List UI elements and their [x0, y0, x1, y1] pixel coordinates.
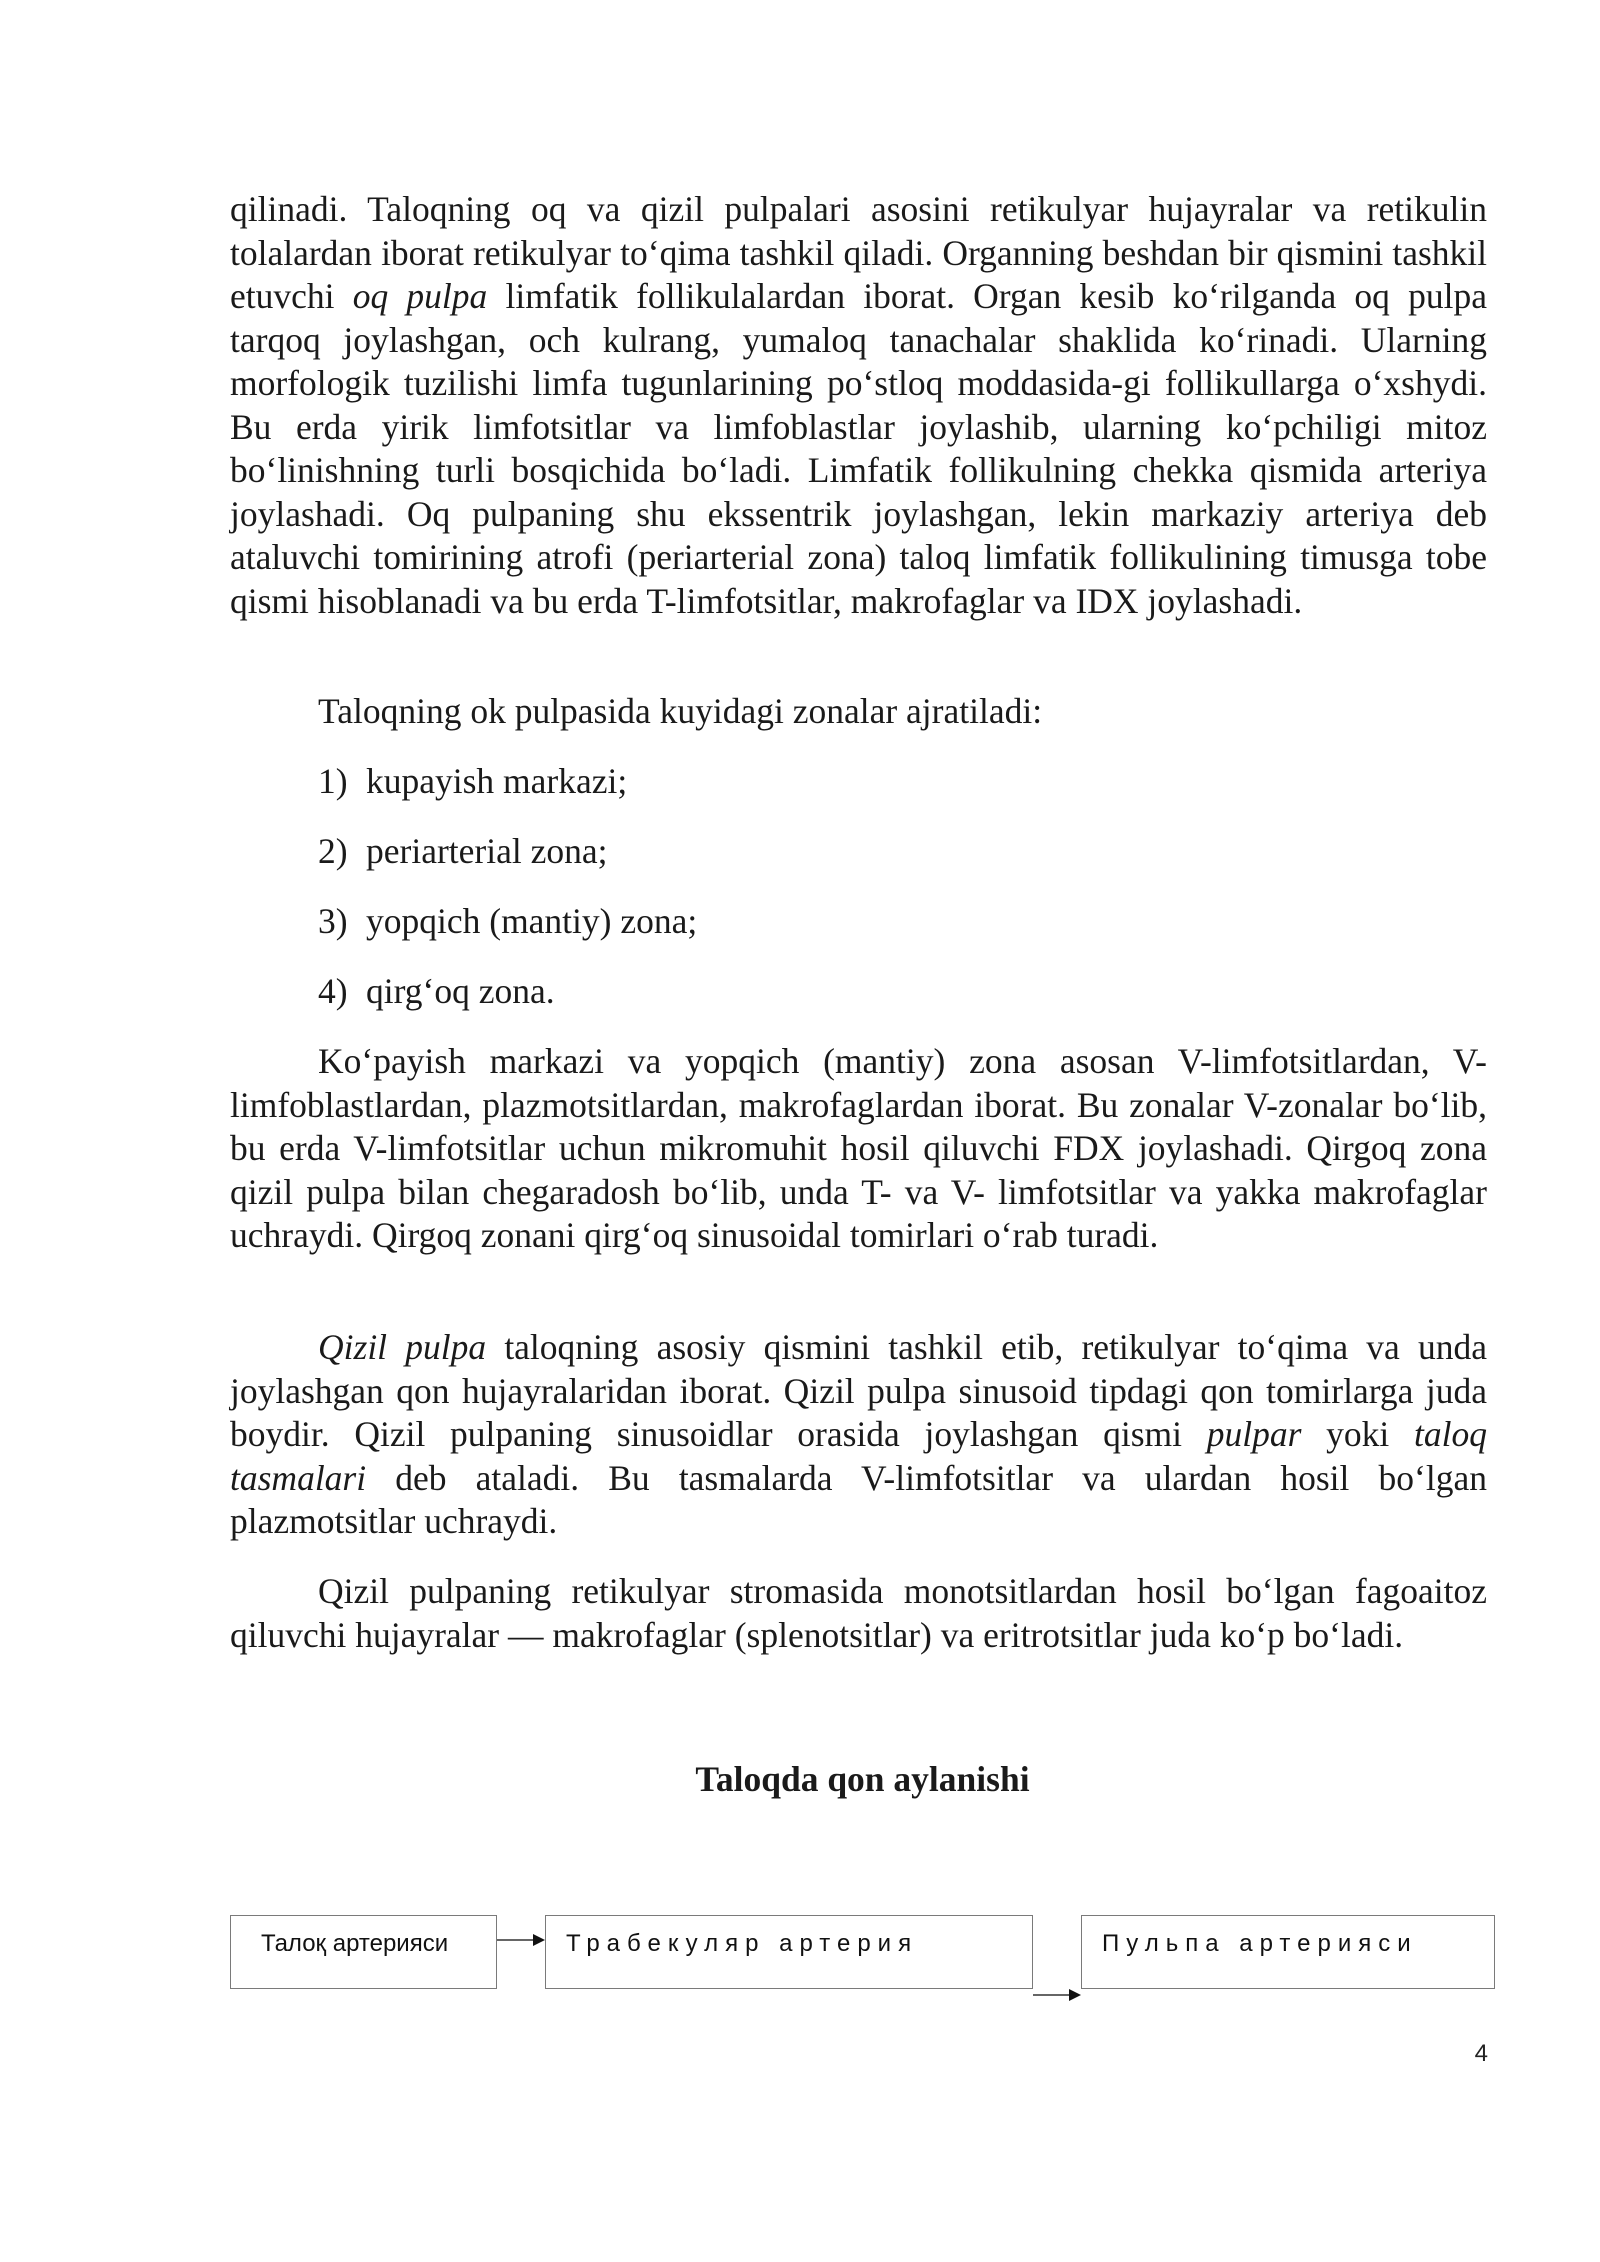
paragraph-2: Ko‘payish markazi va yopqich (mantiy) zona asosan V-limfotsitlardan, V-limfoblastlardan, plazmotsitlardan, makrofaglardan iborat. Bu zonalar V-zonalar bo‘lib, bu erda V-limfotsitlar uchun mikromuhit hosil qiluvchi FDX joylashadi. Qirgoq zona qizil pulpa bilan chegaradosh bo‘lib, unda T- va V- limfotsitlar va yakka makrofaglar uchraydi. Qirgoq zonani qirg‘oq sinusoidal tomirlari o‘rab turadi. [230, 1041, 1487, 1255]
list-text: kupayish markazi; [366, 761, 628, 801]
list-number: 1) [318, 761, 348, 801]
section-heading: Taloqda qon aylanishi [695, 1759, 1030, 1799]
flow-arrow-1 [497, 1930, 547, 1950]
list-text: yopqich (mantiy) zona; [366, 901, 698, 941]
flow-box-label: Талоқ артерияси [261, 1930, 449, 1957]
term-qizil-pulpa: Qizil pulpa [318, 1327, 487, 1367]
list-number: 4) [318, 971, 348, 1011]
flow-arrow-2 [1033, 1985, 1083, 2005]
flow-box-splenic-artery [230, 1915, 497, 1989]
list-number: 3) [318, 901, 348, 941]
list-number: 2) [318, 831, 348, 871]
term-pulpar: pulpar [1206, 1414, 1302, 1454]
paragraph-1-text-b: limfatik follikulalardan iborat. Organ kesib ko‘rilganda oq pulpa tarqoq joylashgan, och kulrang, yumaloq tanachalar shaklida ko‘rinadi. Ularning morfologik tuzilishi limfa tugunlarining po‘stloq moddasida-gi follikullarga o‘xshydi. Bu erda yirik limfotsitlar va limfoblastlar joylashib, ularning ko‘pchiligi mitoz bo‘linishning turli bosqichida bo‘ladi. Limfatik follikulning chekka qismida arteriya joylashadi. Oq pulpaning shu ekssentrik joylashgan, lekin markaziy arteriya deb ataluvchi tomirining atrofi (periarterial zona) taloq limfatik follikulining timusga tobe qismi hisoblanadi va bu erda T-limfotsitlar, makrofaglar va IDX joylashadi. [230, 276, 1487, 621]
paragraph-3-text-c: deb ataladi. Bu tasmalarda V-limfotsitlar va ulardan hosil bo‘lgan plazmotsitlar uchraydi. [230, 1457, 1487, 1541]
flow-box-label: Пульпа артерияси [1102, 1930, 1418, 1957]
flow-box-pulp-artery [1081, 1915, 1495, 1989]
list-intro: Taloqning ok pulpasida kuyidagi zonalar ajratiladi: [318, 691, 1043, 731]
list-item [318, 900, 697, 944]
list-item [318, 970, 555, 1014]
page-number: 4 [1474, 2040, 1488, 2067]
paragraph-3-text-b: yoki [1301, 1414, 1415, 1454]
paragraph-1 [230, 188, 1487, 623]
list-text: qirg‘oq zona. [366, 971, 555, 1011]
paragraph-3-text-a: taloqning asosiy qismini tashkil etib, retikulyar to‘qima va unda joylashgan qon hujayralaridan iborat. Qizil pulpa sinusoid tipdagi qon tomirlarga juda boydir. Qizil pulpaning sinusoidlar orasida joylashgan qismi [230, 1327, 1487, 1454]
paragraph-1-text-a: qilinadi. Taloqning oq va qizil pulpalari asosini retikulyar hujayralar va retikulin tolalardan iborat retikulyar to‘qima tashkil qiladi. Organning beshdan bir qismini tashkil etuvchi [230, 189, 1487, 316]
paragraph-4: Qizil pulpaning retikulyar stromasida monotsitlardan hosil bo‘lgan fagoaitoz qiluvchi hujayralar — makrofaglar (splenotsitlar) va eritrotsitlar juda ko‘p bo‘ladi. [230, 1571, 1487, 1655]
list-item [318, 830, 607, 874]
paragraph-3 [230, 1326, 1487, 1544]
list-item [318, 760, 627, 804]
flow-box-trabecular-artery [545, 1915, 1033, 1989]
flow-box-label: Трабекуляр артерия [566, 1930, 919, 1957]
list-text: periarterial zona; [366, 831, 608, 871]
term-taloq-tasmalari: taloq tasmalari [230, 1414, 1487, 1498]
term-oq-pulpa: oq pulpa [352, 276, 488, 316]
